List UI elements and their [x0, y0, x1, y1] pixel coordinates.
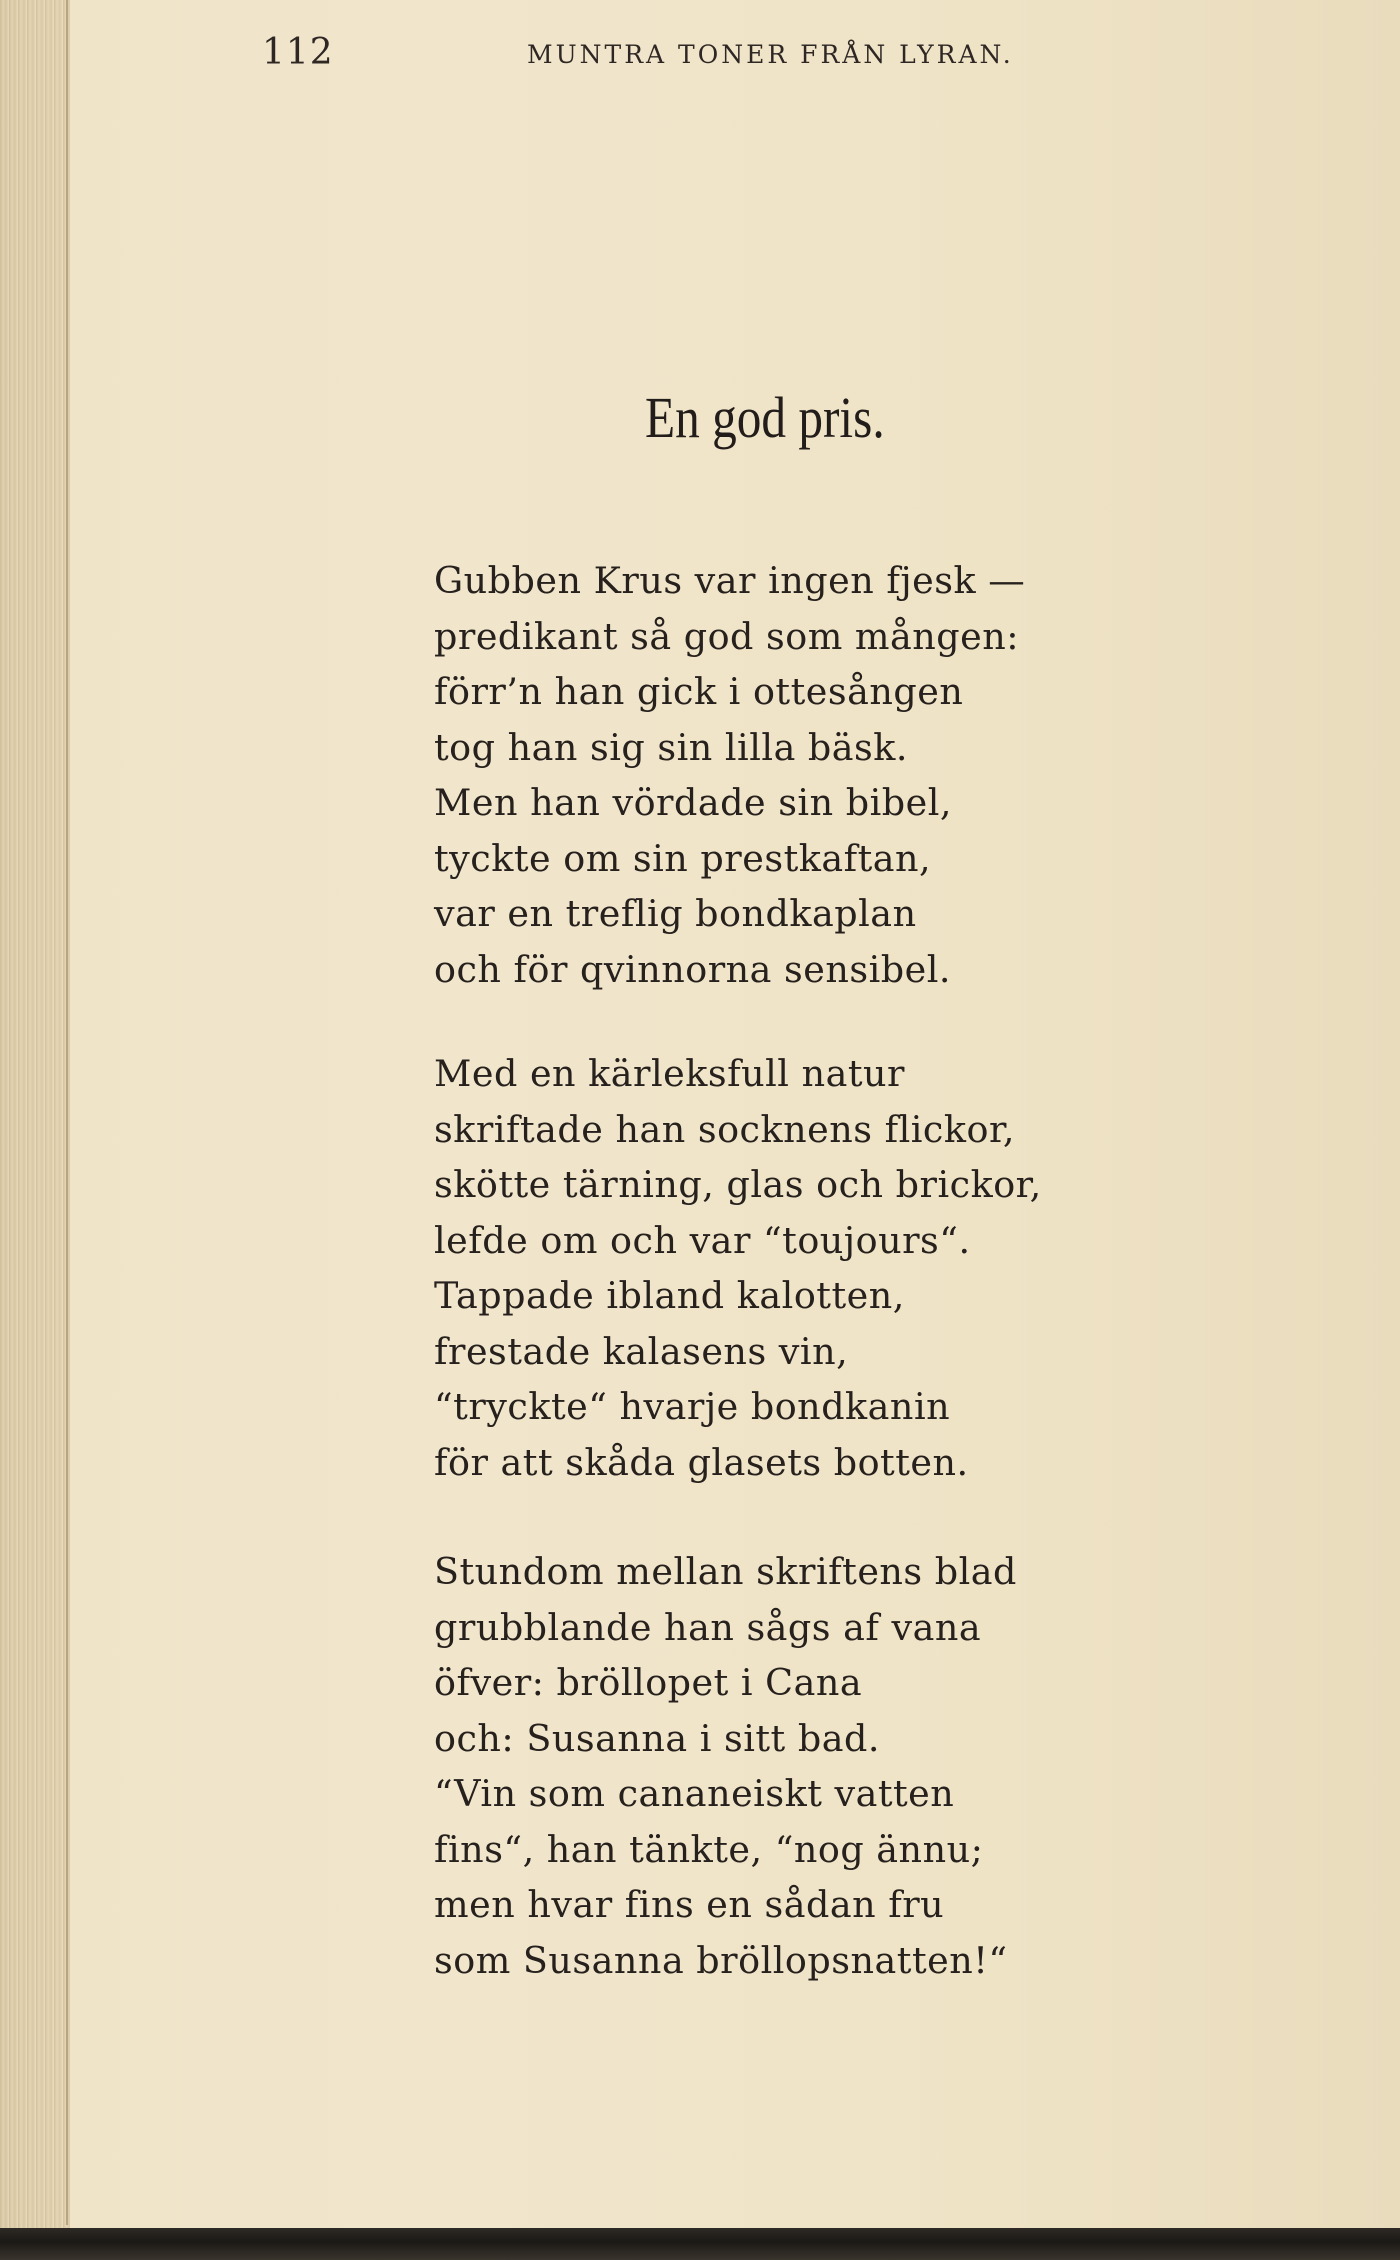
- poem-line: fins“, han tänkte, “nog ännu;: [434, 1827, 984, 1871]
- poem-line: Stundom mellan skriftens blad: [434, 1550, 1017, 1593]
- poem-line: predikant så god som mången:: [434, 614, 1020, 658]
- poem-line: tog han sig sin lilla bäsk.: [434, 725, 909, 769]
- poem-line: Gubben Krus var ingen fjesk —: [434, 559, 1026, 602]
- poem-line: och: Susanna i sitt bad.: [434, 1716, 880, 1760]
- poem-line: “Vin som cananeiskt vatten: [434, 1772, 955, 1815]
- poem-line: öfver: bröllopet i Cana: [434, 1661, 863, 1704]
- poem-line: “tryckte“ hvarje bondkanin: [434, 1385, 951, 1428]
- running-head: MUNTRA TONER FRÅN LYRAN.: [527, 40, 1014, 69]
- poem-line: men hvar fins en sådan fru: [434, 1883, 945, 1926]
- poem-line: var en treflig bondkaplan: [434, 892, 917, 935]
- poem-line: Tappade ibland kalotten,: [434, 1274, 905, 1317]
- poem-line: skötte tärning, glas och brickor,: [434, 1163, 1042, 1206]
- poem-line: Med en kärleksfull natur: [434, 1052, 905, 1095]
- poem-line: frestade kalasens vin,: [434, 1329, 849, 1373]
- stanza-3: [434, 1544, 1017, 1988]
- poem-line: för att skåda glasets botten.: [434, 1440, 969, 1484]
- poem-title: En god pris.: [645, 385, 885, 450]
- stanza-1: [434, 553, 1025, 997]
- poem-line: tyckte om sin prestkaftan,: [434, 836, 932, 880]
- poem-line: och för qvinnorna sensibel.: [434, 947, 952, 991]
- poem-line: Men han vördade sin bibel,: [434, 781, 952, 824]
- poem-line: lefde om och var “toujours“.: [434, 1218, 971, 1262]
- book-gutter: [0, 0, 70, 2260]
- poem-line: grubblande han sågs af vana: [434, 1605, 982, 1649]
- page-number: 112: [262, 32, 334, 73]
- poem-line: skriftade han socknens flickor,: [434, 1107, 1016, 1151]
- stanza-2: [434, 1046, 1042, 1490]
- scan-bottom-edge: [0, 2228, 1400, 2260]
- gutter-line: [66, 0, 68, 2225]
- poem-line: som Susanna bröllopsnatten!“: [434, 1938, 1008, 1982]
- poem-line: förr’n han gick i ottesången: [434, 670, 964, 713]
